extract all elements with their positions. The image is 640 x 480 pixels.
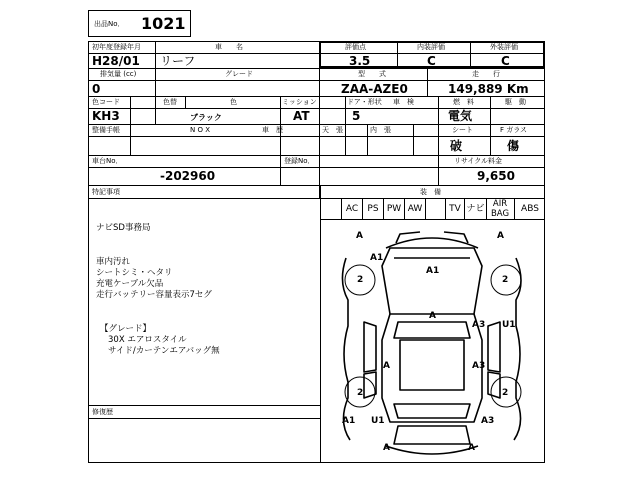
recycle-value: 9,650	[477, 169, 515, 183]
interior-trim-label: 内 張	[370, 126, 391, 134]
mark-roof: A	[429, 311, 436, 321]
color-type-label: 色替	[163, 98, 177, 106]
equip-abs: ABS	[521, 204, 539, 214]
doors-label: ドア・形状	[347, 98, 382, 106]
remarks-label: 特記事項	[92, 188, 120, 196]
equip-ac: AC	[345, 204, 359, 214]
seat-label: シート	[452, 126, 473, 134]
chassis-value: -202960	[160, 169, 216, 183]
equip-ps: PS	[367, 204, 379, 214]
mark-rear-a1: A1	[342, 416, 356, 426]
mark-front-left: A	[356, 231, 363, 241]
fuel-value: 電気	[448, 109, 473, 123]
grade-label: グレード	[225, 70, 253, 78]
grade-line: 30X エアロスタイル	[108, 335, 187, 345]
score-label: 評価点	[345, 43, 366, 51]
equip-tv: TV	[449, 204, 461, 214]
grade-title: 【グレード】	[100, 324, 152, 334]
mark-door-left: A	[383, 361, 390, 371]
mission-value: AT	[293, 109, 310, 123]
equip-aw: AW	[407, 204, 423, 214]
remark-line: 充電ケーブル欠品	[96, 279, 164, 289]
displacement-label: 排気量 (cc)	[100, 70, 137, 78]
lot-number: 1021	[141, 14, 186, 33]
exterior-score-label: 外装評価	[490, 43, 518, 51]
nav-note: ナビSD事務局	[96, 223, 151, 233]
mileage-label: 走 行	[472, 70, 500, 78]
equipment-label: 装 備	[420, 188, 441, 196]
mark-door-right: A3	[472, 320, 486, 330]
glass-label: F ガラス	[500, 126, 528, 134]
mark-rear-u1: U1	[371, 416, 385, 426]
mark-rear-rr: 2	[502, 388, 509, 398]
color-code-label: 色コード	[92, 98, 120, 106]
remark-line: 走行バッテリー容量表示7セグ	[96, 290, 212, 300]
equip-navi: ナビ	[466, 204, 485, 214]
exterior-score-value: C	[501, 54, 510, 68]
mark-rear-fl: 2	[357, 388, 364, 398]
history-label: 車 歴	[262, 126, 283, 134]
mark-front-right: A	[497, 231, 504, 241]
mark-fender-fl: 2	[357, 275, 364, 285]
roof-label: 天 張	[322, 126, 343, 134]
reg-year-value: H28/01	[92, 54, 140, 68]
fuel-label: 燃 料	[453, 98, 474, 106]
drive-label: 駆 動	[505, 98, 526, 106]
color-label: 色	[230, 98, 237, 106]
score-value: 3.5	[349, 54, 371, 68]
mark-bumper-left: A	[383, 443, 390, 453]
doors-value: 5	[352, 109, 361, 123]
interior-score-label: 内装評価	[417, 43, 445, 51]
mark-rear-a3: A3	[481, 416, 495, 426]
equipment-row	[320, 198, 545, 220]
mark-hood-left: A1	[370, 253, 384, 263]
car-name-value: リーフ	[160, 54, 196, 68]
grade-line: サイド/カーテンエアバッグ無	[108, 346, 220, 356]
equip-airbag: AIR BAG	[490, 199, 510, 219]
remark-line: シートシミ・ヘタリ	[96, 268, 173, 278]
mark-bumper-right: A	[468, 443, 475, 453]
color-code-value: KH3	[92, 109, 120, 123]
chassis-label: 車台No．	[92, 157, 123, 165]
mileage-value: 149,889 Km	[448, 82, 529, 96]
model-value: ZAA-AZE0	[341, 82, 408, 96]
repair-history-label: 修復歴	[92, 408, 113, 416]
car-diagram	[320, 222, 545, 463]
mark-fender-fr: 2	[502, 275, 509, 285]
glass-value: 傷	[507, 139, 520, 153]
seat-value: 破	[450, 139, 463, 153]
interior-score-value: C	[427, 54, 436, 68]
maintenance-label: 整備手帳	[92, 126, 120, 134]
lot-label: 出品No．	[94, 20, 125, 28]
displacement-value: 0	[92, 82, 101, 96]
model-label: 型 式	[358, 70, 386, 78]
car-name-label: 車 名	[215, 43, 243, 51]
mark-qp-right: A3	[472, 361, 486, 371]
color-value: ブラック	[190, 113, 222, 122]
recycle-label: リサイクル料金	[454, 157, 503, 165]
lot-box	[88, 10, 191, 37]
mission-label: ミッション	[282, 98, 317, 106]
equip-pw: PW	[386, 204, 402, 214]
nox-label: N O X	[190, 126, 210, 134]
mark-hood-center: A1	[426, 266, 440, 276]
remark-line: 車内汚れ	[96, 257, 131, 267]
inspection-label: 車 検	[393, 98, 414, 106]
reg-no-label: 登録No．	[284, 157, 315, 165]
reg-year-label: 初年度登録年月	[92, 43, 141, 51]
mark-door-right-u: U1	[502, 320, 516, 330]
